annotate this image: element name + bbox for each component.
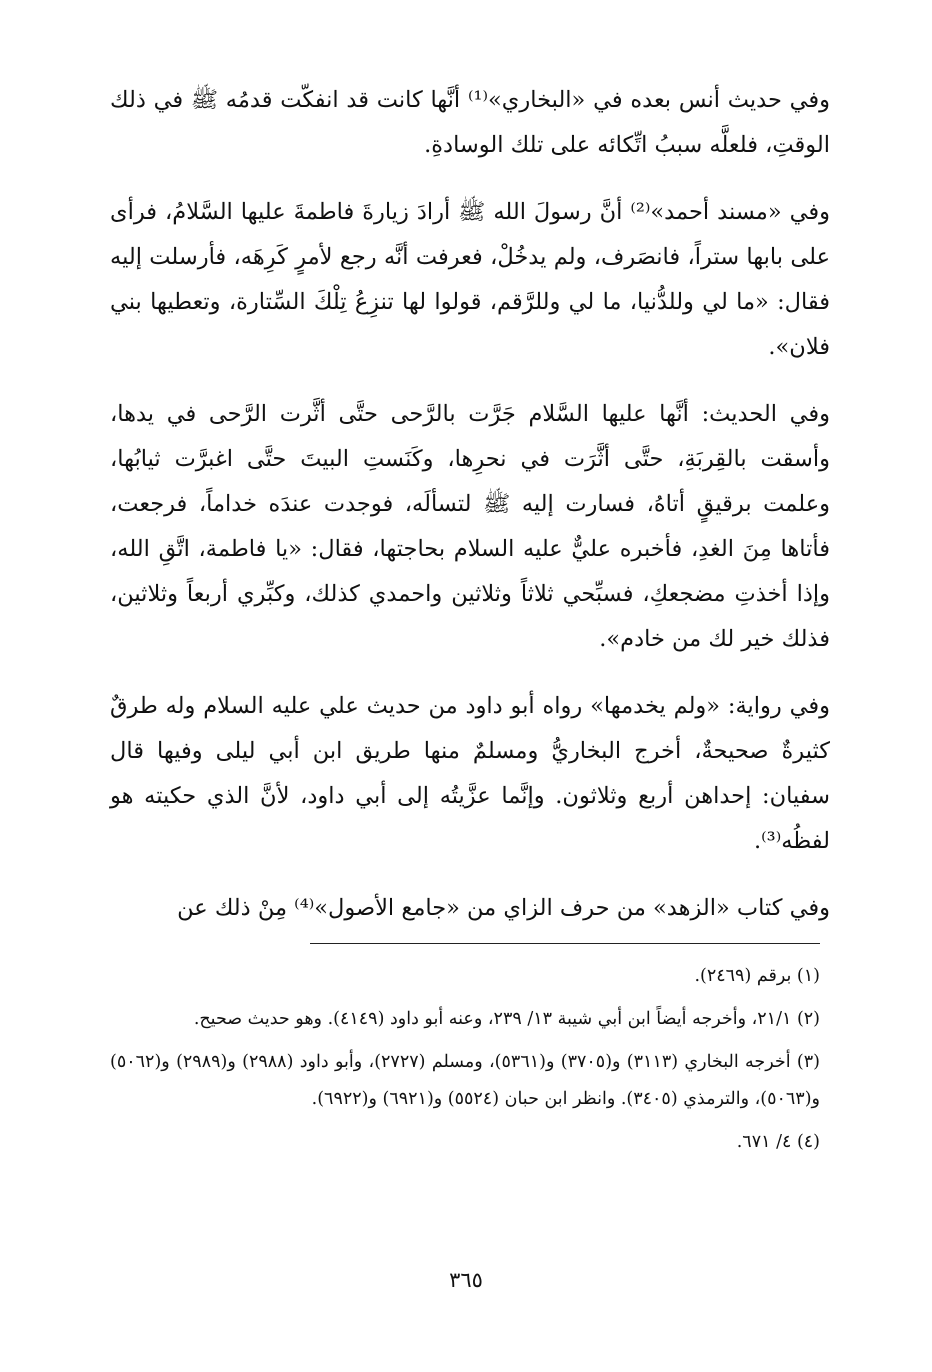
paragraph-4: وفي رواية: «ولم يخدمها» رواه أبو داود من حديث علي عليه السلام وله طرقٌ كثيرةٌ صحيحةٌ، أخرج البخاريُّ ومسلمٌ منها طريق ابن أبي ليلى وفيها قال سفيان: إحداهن أربع وثلاثون. وإنَّما عزَّيتُه إلى أبي داود، لأنَّ الذي حكيته هو لفظُه⁽³⁾.: [110, 693, 830, 854]
footnote-2: (٢) ٢١/١، وأخرجه أيضاً ابن أبي شيبة ١٣/ ٢٣٩، وعنه أبو داود (٤١٤٩). وهو حديث صحيح.: [193, 1009, 820, 1029]
paragraph-5: وفي كتاب «الزهد» من حرف الزاي من «جامع الأصول»⁽⁴⁾ مِنْ ذلك عن: [177, 895, 830, 921]
footnote-1: (١) برقم (٢٤٦٩).: [694, 966, 820, 986]
footnote-3: (٣) أخرجه البخاري (٣١١٣) و(٣٧٠٥) و(٥٣٦١)، ومسلم (٢٧٢٧)، وأبو داود (٢٩٨٨) و(٢٩٨٩) و(٥٠٦٢) و(٥٠٦٣)، والترمذي (٣٤٠٥). وانظر ابن حبان (٥٥٢٤) و(٦٩٢١) و(٦٩٢٢).: [110, 1052, 820, 1109]
paragraph-1: وفي حديث أنس بعده في «البخاري»⁽¹⁾ أنَّها كانت قد انفكّت قدمُه ﷺ في ذلك الوقتِ، فلعلَّه سببُ اتِّكائه على تلك الوسادةِ.: [110, 87, 830, 158]
footnotes: [110, 958, 820, 1167]
footnote-divider: [310, 943, 820, 944]
paragraph-2: وفي «مسند أحمد»⁽²⁾ أنَّ رسولَ الله ﷺ أرادَ زيارةَ فاطمةَ عليها السَّلامُ، فرأى على بابها ستراً، فانصَرف، ولم يدخُلْ، فعرفت أنَّه رجع لأمرٍ كَرِهَه، فأرسلت إليه فقال: «ما لي وللدُّنيا، ما لي وللرَّقم، قولوا لها تنزِعُ تِلْكَ السِّتارة، وتعطيها بني فلان».: [110, 199, 830, 360]
paragraph-3: وفي الحديث: أنَّها عليها السَّلام جَرَّت بالرَّحى حتَّى أثَّرت الرَّحى في يدها، وأسقت بالقِربَةِ، حتَّى أثَّرَت في نحرِها، وكَنَستِ البيتَ حتَّى اغبرَّت ثيابُها، وعلمت برقيقٍ أتاهُ، فسارت إليه ﷺ لتسألَه، فوجدت عندَه خداماً، فرجعت، فأتاها مِنَ الغدِ، فأخبره عليٌّ عليه السلام بحاجتها، فقال: «يا فاطمة، اتَّقِ الله، وإذا أخذتِ مضجعكِ، فسبِّحي ثلاثاً وثلاثين واحمدي كذلك، وكبِّري أربعاً وثلاثين، فذلك خير لك من خادم».: [110, 401, 830, 652]
page-number: ٣٦٥: [449, 1268, 483, 1292]
main-text: [110, 78, 830, 953]
footnote-4: (٤) ٤/ ٦٧١.: [736, 1132, 820, 1152]
